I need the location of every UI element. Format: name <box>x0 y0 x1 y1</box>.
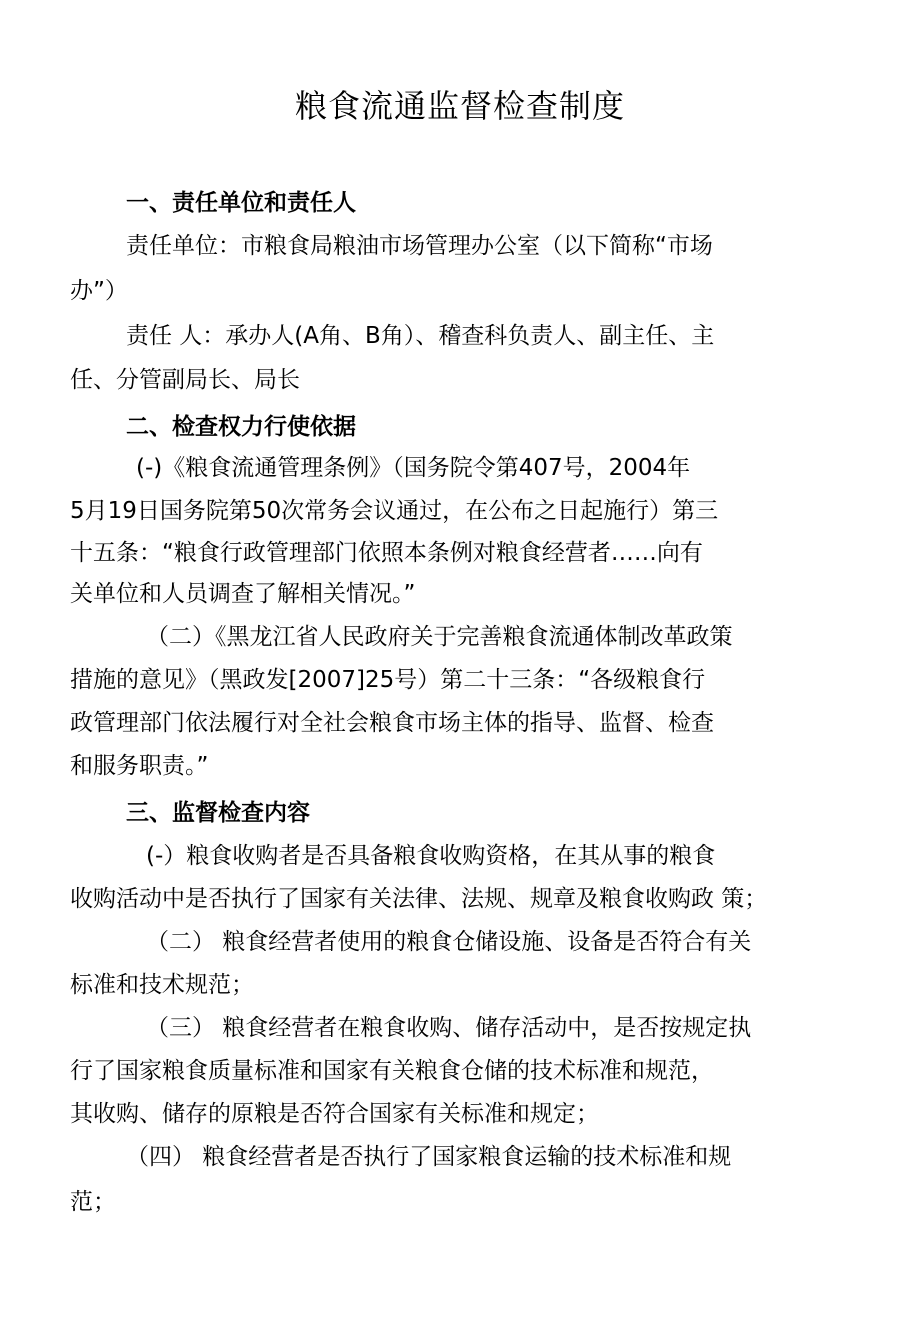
section2-item2-line1: （二）《黑龙江省人民政府关于完善粮食流通体制改革政策 <box>146 624 733 650</box>
document-title: 粮食流通监督检查制度 <box>294 87 625 125</box>
section3-item4-line1: （四） 粮食经营者是否执行了国家粮食运输的技术标准和规 <box>126 1144 732 1170</box>
section2-item1-line1: (-)《粮食流通管理条例》（国务院令第407号，2004年 <box>136 455 691 481</box>
section1-unit-line2: 办”） <box>70 278 128 304</box>
section3-item3-line1: （三） 粮食经营者在粮食收购、储存活动中，是否按规定执 <box>146 1015 752 1041</box>
section1-unit-line1: 责任单位：市粮食局粮油市场管理办公室（以下简称“市场 <box>126 233 713 259</box>
section1-heading: 一、责任单位和责任人 <box>126 190 356 216</box>
section1-person-line2: 任、分管副局长、局长 <box>70 367 300 393</box>
section3-item3-line3: 其收购、储存的原粮是否符合国家有关标准和规定； <box>70 1101 599 1127</box>
section3-item2-line2: 标准和技术规范； <box>70 972 254 998</box>
section2-item2-line2: 措施的意见》（黑政发[2007]25号）第二十三条：“各级粮食行 <box>70 667 706 693</box>
section2-item1-line3: 十五条：“粮食行政管理部门依照本条例对粮食经营者……向有 <box>70 540 703 566</box>
section3-heading: 三、监督检查内容 <box>126 800 310 826</box>
section2-item1-line2: 5月19日国务院第50次常务会议通过，在公布之日起施行）第三 <box>70 498 719 524</box>
section2-item2-line4: 和服务职责。” <box>70 753 209 779</box>
section3-item2-line1: （二） 粮食经营者使用的粮食仓储设施、设备是否符合有关 <box>146 929 752 955</box>
section3-item3-line2: 行了国家粮食质量标准和国家有关粮食仓储的技术标准和规范， <box>70 1058 714 1084</box>
section2-heading: 二、检查权力行使依据 <box>126 414 356 440</box>
section2-item1-line4: 关单位和人员调查了解相关情况。” <box>70 581 416 607</box>
section3-item4-line2: 范； <box>70 1189 116 1215</box>
section2-item2-line3: 政管理部门依法履行对全社会粮食市场主体的指导、监督、检查 <box>70 710 714 736</box>
section1-person-line1: 责任 人：承办人(A角、B角）、稽查科负责人、副主任、主 <box>126 323 715 349</box>
section3-item1-line1: (-）粮食收购者是否具备粮食收购资格，在其从事的粮食 <box>146 843 716 869</box>
section3-item1-line2: 收购活动中是否执行了国家有关法律、法规、规章及粮食收购政 策； <box>70 886 768 912</box>
